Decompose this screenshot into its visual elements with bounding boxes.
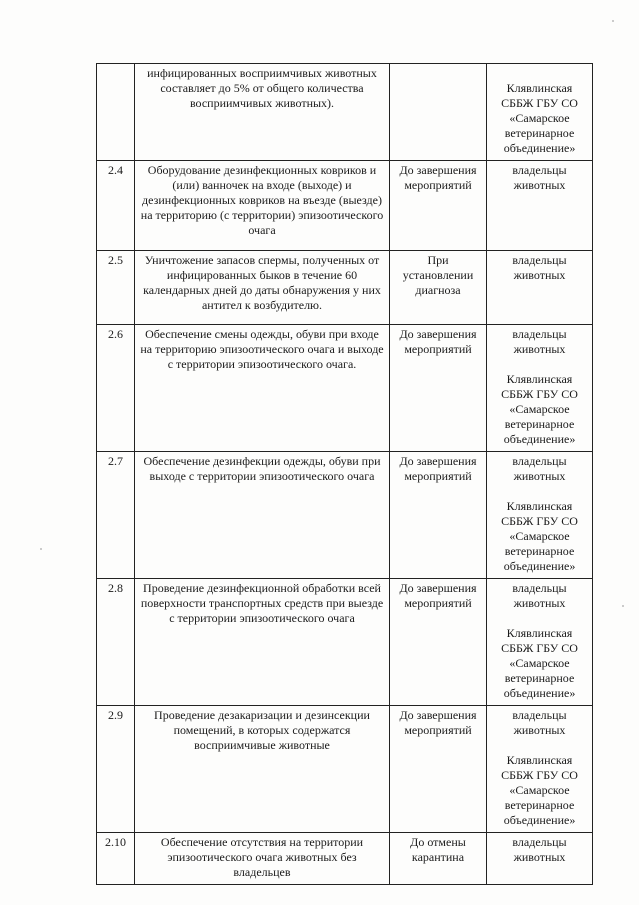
measure-description: Уничтожение запасов спермы, полученных от инфицированных быков в течение 60 календарных дней до даты обнаружения у них антител к возбудителю.	[135, 251, 390, 325]
measure-description: Проведение дезакаризации и дезинсекции помещений, в которых содержатся восприимчивые животные	[135, 706, 390, 833]
responsible-line: владельцы	[512, 253, 567, 267]
responsible-line: объединение»	[503, 432, 576, 446]
row-number: 2.6	[97, 325, 135, 452]
table-row	[97, 579, 593, 706]
table-row	[97, 64, 593, 161]
responsible-spacer	[490, 484, 589, 499]
responsible-line: «Самарское	[509, 402, 570, 416]
responsible-line: ветеринарное	[504, 544, 575, 558]
responsible-line: животных	[513, 268, 566, 282]
table-row	[97, 452, 593, 579]
responsible-line: ветеринарное	[504, 417, 575, 431]
measure-deadline: До завершения мероприятий	[390, 452, 487, 579]
responsible-line: «Самарское	[509, 111, 570, 125]
responsible-line: животных	[513, 178, 566, 192]
responsible-line: ветеринарное	[504, 798, 575, 812]
measure-responsible	[487, 64, 593, 161]
responsible-line: Клявлинская	[506, 753, 573, 767]
measure-responsible	[487, 251, 593, 325]
row-number: 2.4	[97, 161, 135, 251]
measure-responsible	[487, 325, 593, 452]
row-number: 2.9	[97, 706, 135, 833]
responsible-line: СББЖ ГБУ СО	[501, 387, 578, 401]
responsible-spacer	[490, 357, 589, 372]
row-number	[97, 64, 135, 161]
measure-deadline: При установлении диагноза	[390, 251, 487, 325]
responsible-line: Клявлинская	[506, 372, 573, 386]
responsible-line: объединение»	[503, 813, 576, 827]
measure-responsible	[487, 706, 593, 833]
measure-description: Оборудование дезинфекционных ковриков и (или) ванночек на входе (выходе) и дезинфекционных ковриков на въезде (выезде) на территорию (с территории) эпизоотического очага	[135, 161, 390, 251]
table-row	[97, 161, 593, 251]
responsible-line: СББЖ ГБУ СО	[501, 768, 578, 782]
responsible-line: Клявлинская	[506, 499, 573, 513]
responsible-line: объединение»	[503, 141, 576, 155]
measure-responsible	[487, 833, 593, 885]
row-number: 2.5	[97, 251, 135, 325]
measure-deadline: До завершения мероприятий	[390, 579, 487, 706]
responsible-line: «Самарское	[509, 783, 570, 797]
measure-deadline: До отмены карантина	[390, 833, 487, 885]
table-row	[97, 251, 593, 325]
responsible-line: «Самарское	[509, 529, 570, 543]
responsible-line: животных	[513, 596, 566, 610]
responsible-line: владельцы	[512, 327, 567, 341]
responsible-spacer	[490, 611, 589, 626]
responsible-spacer	[490, 738, 589, 753]
responsible-line: СББЖ ГБУ СО	[501, 96, 578, 110]
measure-description: Обеспечение смены одежды, обуви при входе на территорию эпизоотического очага и выходе с территории эпизоотического очага.	[135, 325, 390, 452]
responsible-line: ветеринарное	[504, 671, 575, 685]
responsible-line: животных	[513, 723, 566, 737]
measures-table	[96, 63, 593, 885]
responsible-line: владельцы	[512, 708, 567, 722]
responsible-line: владельцы	[512, 454, 567, 468]
responsible-line: ветеринарное	[504, 126, 575, 140]
responsible-line: СББЖ ГБУ СО	[501, 641, 578, 655]
table-row	[97, 325, 593, 452]
responsible-line: владельцы	[512, 581, 567, 595]
scan-speck	[612, 20, 614, 22]
measures-table-body	[97, 64, 593, 885]
responsible-line: владельцы	[512, 163, 567, 177]
measure-responsible	[487, 579, 593, 706]
measure-description: Обеспечение отсутствия на территории эпизоотического очага животных без владельцев	[135, 833, 390, 885]
measure-description: инфицированных восприимчивых животных составляет до 5% от общего количества восприимчивых животных).	[135, 64, 390, 161]
scan-speck	[622, 605, 624, 607]
table-row	[97, 833, 593, 885]
responsible-line: владельцы	[512, 835, 567, 849]
responsible-line: СББЖ ГБУ СО	[501, 514, 578, 528]
responsible-line: животных	[513, 342, 566, 356]
responsible-spacer	[490, 66, 589, 81]
measure-deadline	[390, 64, 487, 161]
row-number: 2.10	[97, 833, 135, 885]
measure-deadline: До завершения мероприятий	[390, 706, 487, 833]
measure-deadline: До завершения мероприятий	[390, 161, 487, 251]
row-number: 2.8	[97, 579, 135, 706]
measure-responsible	[487, 452, 593, 579]
responsible-line: Клявлинская	[506, 626, 573, 640]
responsible-line: животных	[513, 850, 566, 864]
responsible-line: Клявлинская	[506, 81, 573, 95]
responsible-line: объединение»	[503, 686, 576, 700]
responsible-line: объединение»	[503, 559, 576, 573]
measure-description: Проведение дезинфекционной обработки всей поверхности транспортных средств при выезде с территории эпизоотического очага	[135, 579, 390, 706]
scan-speck	[40, 548, 42, 550]
row-number: 2.7	[97, 452, 135, 579]
table-row	[97, 706, 593, 833]
measure-description: Обеспечение дезинфекции одежды, обуви при выходе с территории эпизоотического очага	[135, 452, 390, 579]
responsible-line: животных	[513, 469, 566, 483]
responsible-line: «Самарское	[509, 656, 570, 670]
measure-responsible	[487, 161, 593, 251]
measure-deadline: До завершения мероприятий	[390, 325, 487, 452]
